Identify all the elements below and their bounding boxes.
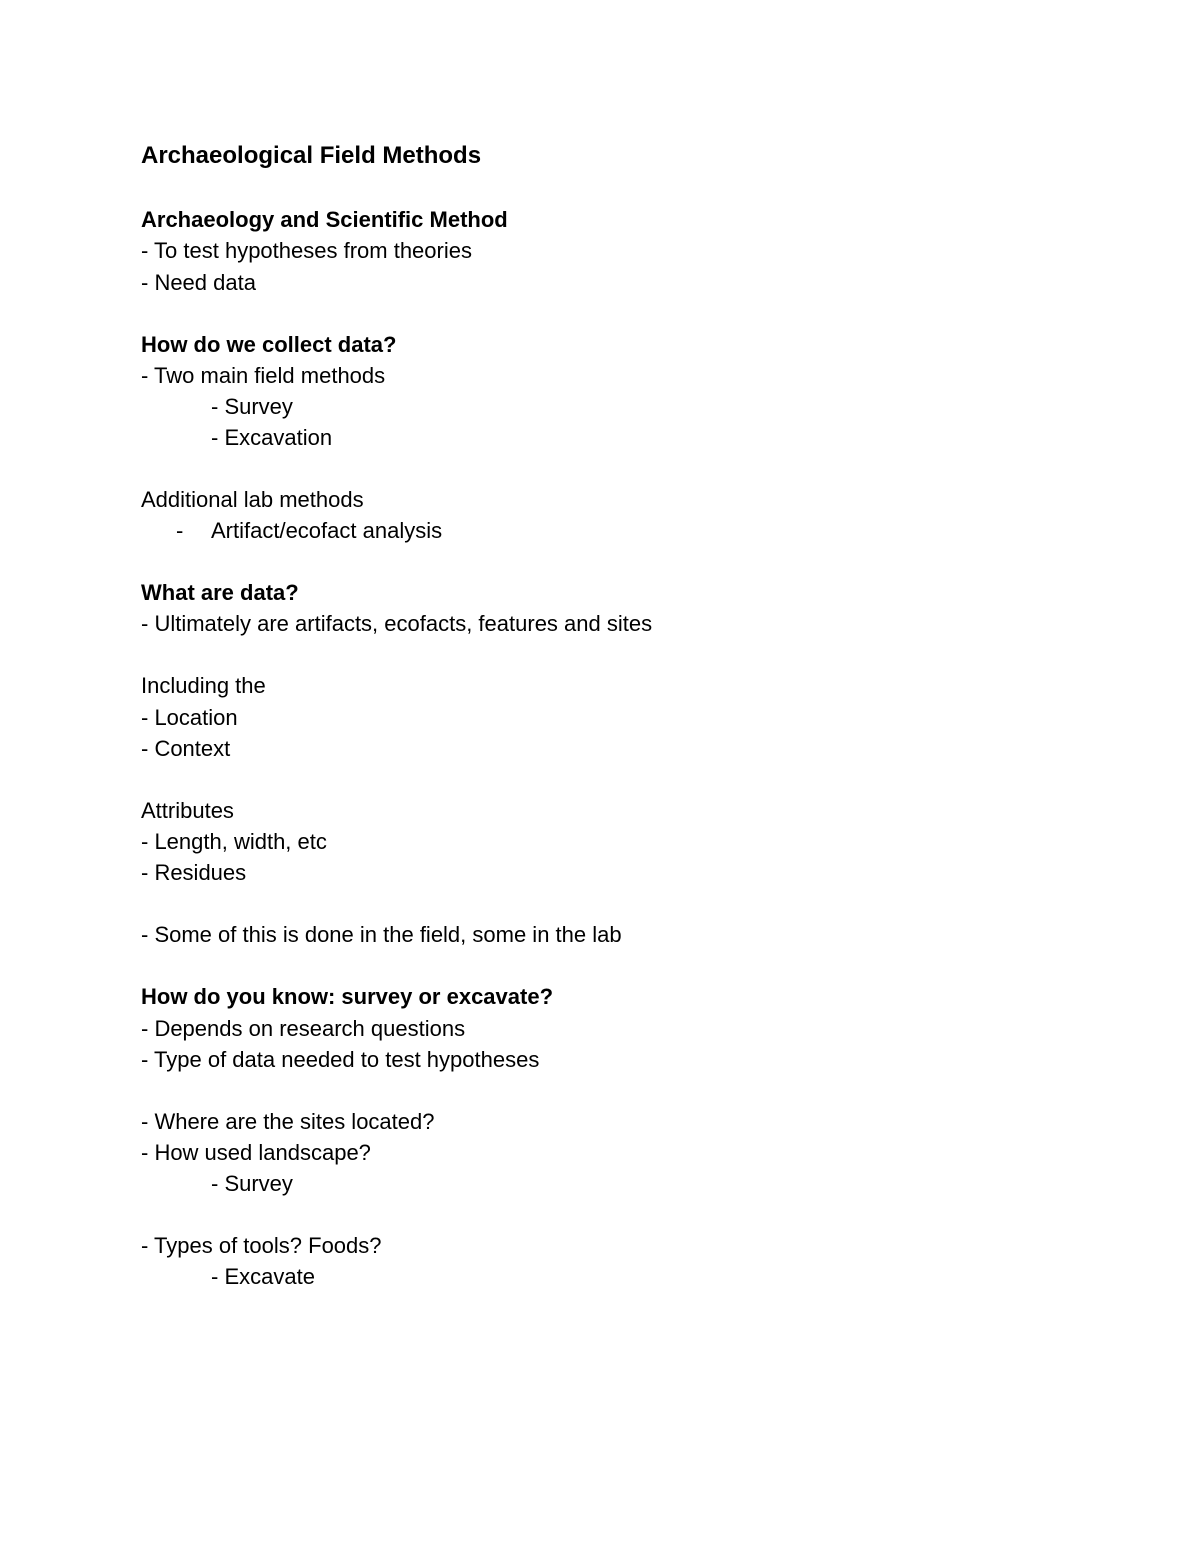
note-line: - Some of this is done in the field, some in the lab	[141, 922, 622, 947]
list-item: - Where are the sites located?	[141, 1109, 435, 1134]
list-item: - Types of tools? Foods?	[141, 1233, 382, 1258]
list-item: - Context	[141, 736, 231, 761]
section-heading-including: Including the	[141, 673, 266, 698]
list-item: - Location	[141, 705, 238, 730]
list-bullet-dash: -	[176, 518, 184, 543]
list-item-nested: - Survey	[211, 1171, 293, 1196]
list-item: - Type of data needed to test hypotheses	[141, 1047, 540, 1072]
list-item: - Ultimately are artifacts, ecofacts, features and sites	[141, 611, 653, 636]
document-title: Archaeological Field Methods	[141, 142, 482, 169]
list-item: - Depends on research questions	[141, 1016, 466, 1041]
list-item-nested: - Excavate	[211, 1264, 315, 1289]
list-item-nested: - Survey	[211, 394, 293, 419]
section-heading-lab-methods: Additional lab methods	[141, 487, 364, 512]
section-heading-collect-data: How do we collect data?	[141, 332, 397, 357]
list-item: - To test hypotheses from theories	[141, 238, 472, 263]
list-item-nested: Artifact/ecofact analysis	[211, 518, 443, 543]
section-heading-survey-or-excavate: How do you know: survey or excavate?	[141, 984, 554, 1009]
list-item: - Length, width, etc	[141, 829, 327, 854]
list-item: - Need data	[141, 270, 256, 295]
section-heading-scientific-method: Archaeology and Scientific Method	[141, 207, 508, 232]
list-item: - How used landscape?	[141, 1140, 371, 1165]
section-heading-attributes: Attributes	[141, 798, 234, 823]
list-item: - Two main field methods	[141, 363, 386, 388]
list-item-nested: - Excavation	[211, 425, 333, 450]
section-heading-what-are-data: What are data?	[141, 580, 299, 605]
list-item: - Residues	[141, 860, 247, 885]
